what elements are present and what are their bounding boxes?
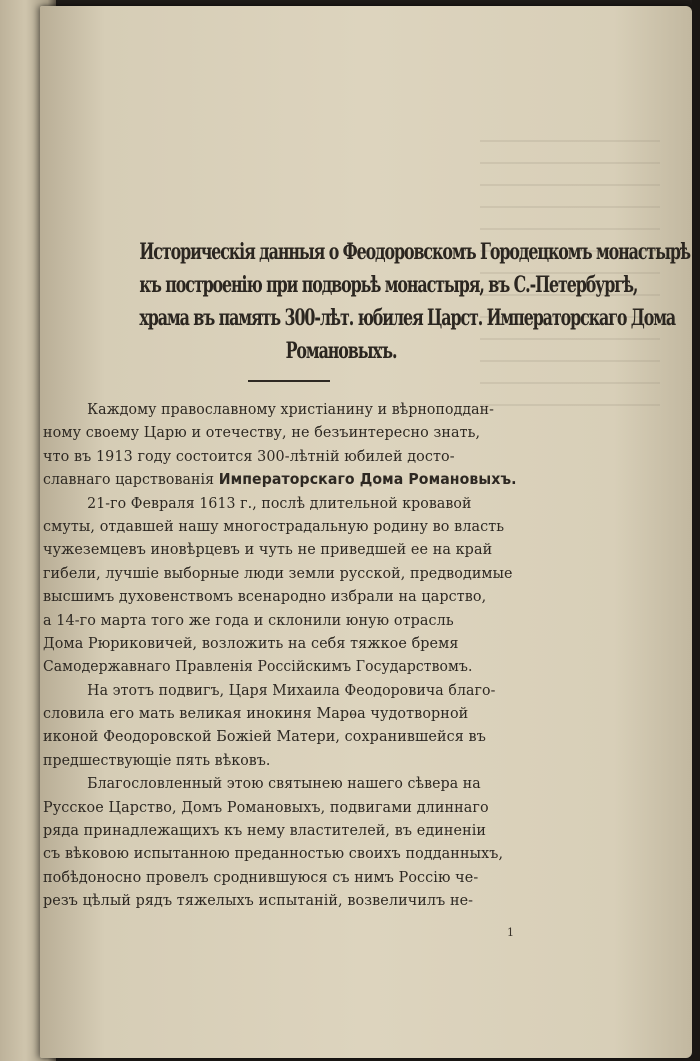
text-line-21: побѣдоносно провелъ сроднившуюся съ нимъ Россію че-	[43, 867, 479, 886]
text-line-6: смуты, отдавшей нашу многострадальную родину во власть	[43, 516, 505, 535]
text-line-3: что въ 1913 году состоится 300-лѣтній юбилей досто-	[43, 446, 455, 465]
text-line-11: Дома Рюриковичей, возложить на себя тяжкое бремя	[43, 633, 459, 652]
text-line-14: словила его мать великая инокиня Марѳа чудотворной	[43, 704, 469, 723]
title-line-1: Историческія данныя о Феодоровскомъ Городецкомъ монастырѣ	[139, 239, 690, 265]
body-text	[43, 398, 603, 913]
text-line-13: На этотъ подвигъ, Царя Михаила Феодоровича благо-	[87, 680, 496, 699]
text-line-20: съ вѣковою испытанною преданностью своихъ подданныхъ,	[43, 844, 504, 863]
text-line-8: гибели, лучшіе выборные люди земли русской, предводимые	[43, 563, 513, 582]
document-title	[61, 236, 690, 368]
text-line-2: ному своему Царю и отечеству, не безъинтересно знать,	[43, 423, 481, 442]
text-line-4-start: славнаго царствованія	[43, 470, 215, 489]
text-line-22: резъ цѣлый рядъ тяжелыхъ испытаній, возвеличилъ не-	[43, 891, 474, 910]
text-line-15: иконой Феодоровской Божіей Матери, сохранившейся въ	[43, 727, 486, 746]
text-line-5: 21-го Февраля 1613 г., послѣ длительной кровавой	[87, 493, 472, 512]
text-line-18: Русское Царство, Домъ Романовыхъ, подвигами длиннаго	[43, 797, 489, 816]
title-line-4: Романовыхъ.	[285, 338, 397, 364]
title-line-2: къ построенію при подворьѣ монастыря, въ С.-Петербургѣ,	[139, 272, 638, 298]
title-line-3: храма въ память 300-лѣт. юбилея Царст. Императорскаго Дома	[139, 305, 676, 331]
text-line-7: чужеземцевъ иновѣрцевъ и чуть не приведшей ее на край	[43, 540, 493, 559]
text-line-1: Каждому православному христіанину и вѣрноподдан-	[87, 400, 495, 418]
text-line-12: Самодержавнаго Правленія Россійскимъ Государствомъ.	[43, 657, 473, 676]
text-line-17: Благословленный этою святынею нашего сѣвера на	[87, 774, 481, 793]
text-line-19: ряда принадлежащихъ къ нему властителей, въ единеніи	[43, 821, 487, 840]
text-line-4	[43, 468, 569, 491]
title-divider	[248, 380, 330, 382]
page-number: 1	[507, 926, 514, 939]
dynasty-name-bold: Императорскаго Дома Романовыхъ.	[218, 470, 517, 489]
text-line-9: высшимъ духовенствомъ всенародно избрали на царство,	[43, 587, 487, 606]
text-line-16: предшествующіе пять вѣковъ.	[43, 750, 271, 769]
page-edge-shadow	[692, 0, 700, 1061]
text-line-10: а 14-го марта того же года и склонили юную отрасль	[43, 610, 454, 629]
